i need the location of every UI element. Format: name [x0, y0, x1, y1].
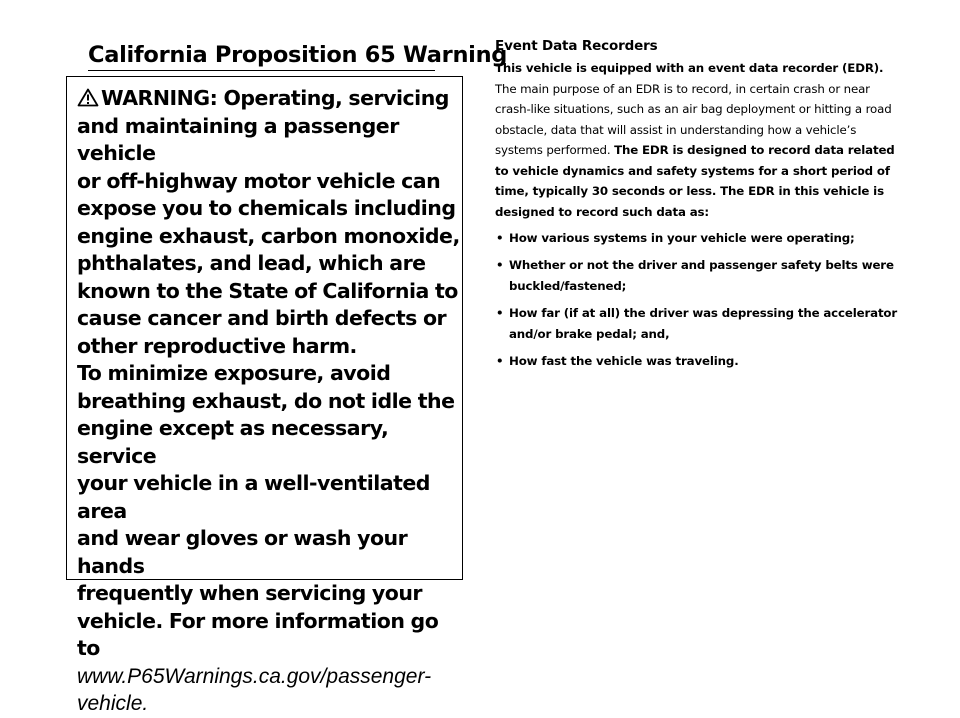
edr-section [495, 36, 905, 372]
warning-line: expose you to chemicals including [77, 196, 456, 220]
warning-line: and wear gloves or wash your hands [77, 526, 408, 578]
list-item: • Whether or not the driver and passenger safety belts were buckled/fastened; [495, 255, 905, 297]
warning-line: and maintaining a passenger vehicle [77, 113, 399, 165]
list-item: • How fast the vehicle was traveling. [495, 351, 905, 372]
warning-triangle-icon [77, 88, 99, 107]
warning-line: engine except as necessary, service [77, 416, 389, 468]
prop65-title: California Proposition 65 Warning [88, 42, 508, 68]
prop65-warning-box [66, 76, 463, 715]
warning-line: other reproductive harm. [77, 333, 357, 358]
edr-intro-bold: This vehicle is equipped with an event data recorder (EDR). [495, 61, 884, 75]
edr-intro-normal: The main purpose of an EDR is to record, in certain crash or near crash-like situations, such as an air bag deployment or hitting a road obstacle, data that will assist in understanding how a vehicle’s systems performed. [495, 81, 892, 157]
warning-first-line [77, 85, 461, 113]
warning-line: engine exhaust, carbon monoxide, [77, 223, 460, 248]
warning-line: To minimize exposure, avoid [77, 361, 391, 385]
edr-intro-bold2: The EDR is designed to record data related to vehicle dynamics and safety systems for a short period of time, typically 30 seconds or less. The EDR in this vehicle is designed to record such data as: [495, 143, 895, 219]
warning-line: or off-highway motor vehicle can [77, 168, 441, 193]
edr-title: Event Data Recorders [495, 38, 658, 54]
warning-line: vehicle. For more information go to [77, 608, 439, 660]
p65-url-link[interactable]: www.P65Warnings.ca.gov/passenger- [77, 664, 432, 688]
warning-line: Operating, servicing [223, 86, 449, 110]
warning-line: breathing exhaust, do not idle the [77, 388, 455, 413]
warning-label: WARNING: [101, 86, 218, 110]
p65-url-link-end[interactable]: vehicle. [77, 692, 149, 715]
warning-line: phthalates, and lead, which are [77, 251, 426, 275]
warning-line: frequently when servicing your [77, 581, 423, 605]
edr-bullet-list [495, 228, 905, 372]
title-underline [88, 70, 435, 71]
list-item: • How far (if at all) the driver was depressing the accelerator and/or brake pedal; and, [495, 303, 905, 345]
warning-text [77, 85, 461, 718]
list-item: • How various systems in your vehicle were operating; [495, 228, 905, 249]
warning-line: known to the State of California to [77, 278, 458, 303]
warning-line: your vehicle in a well-ventilated area [77, 471, 430, 523]
edr-intro [495, 58, 905, 222]
warning-line: cause cancer and birth defects or [77, 306, 447, 330]
